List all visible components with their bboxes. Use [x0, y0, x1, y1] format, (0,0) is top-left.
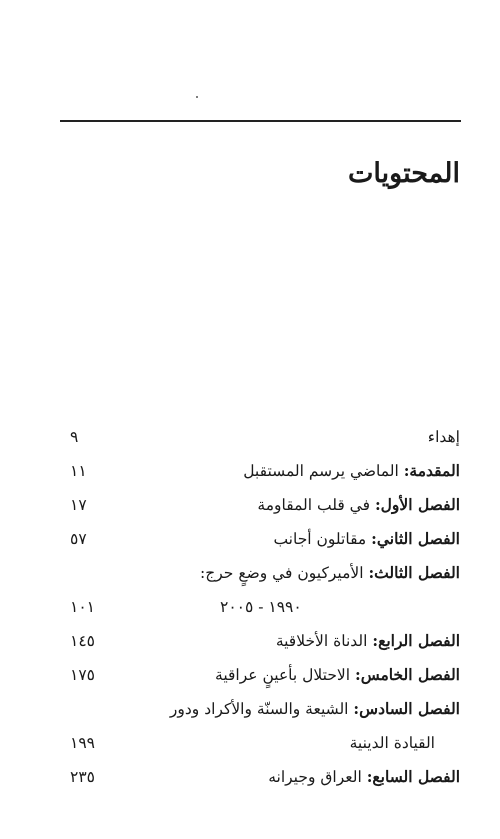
toc-entry-title: العراق وجيرانه	[268, 768, 367, 786]
toc-entry-text	[276, 624, 460, 658]
toc-entry-label: الفصل السادس:	[353, 699, 460, 718]
toc-page-number: ٩	[70, 428, 79, 446]
toc-page-number: ١٧	[70, 496, 87, 514]
toc-entry-label: الفصل الثاني:	[371, 529, 460, 548]
page-title: المحتويات	[347, 158, 460, 189]
toc-row-chapter-2	[70, 522, 460, 556]
toc-entry-text	[200, 556, 460, 590]
toc-entry-title: الماضي يرسم المستقبل	[243, 462, 404, 480]
toc-entry-label: الفصل الرابع:	[372, 631, 460, 650]
toc-entry-title: الشيعة والسنّة والأكراد ودور	[169, 700, 354, 718]
toc-entry-text	[350, 726, 435, 760]
toc-entry-text	[215, 658, 460, 692]
toc-row-dedication	[70, 420, 460, 454]
toc-entry-title: مقاتلون أجانب	[273, 530, 372, 548]
toc-row-chapter-3-continued	[70, 590, 460, 624]
toc-entry-title: الأميركيون في وضعٍ حرج:	[200, 564, 369, 582]
toc-page-number: ١٠١	[70, 598, 95, 616]
toc-page-number: ١١	[70, 462, 87, 480]
toc-entry-text	[220, 590, 302, 624]
toc-row-chapter-5	[70, 658, 460, 692]
toc-entry-title: في قلب المقاومة	[257, 496, 375, 514]
toc-row-chapter-1	[70, 488, 460, 522]
toc-page-number: ٥٧	[70, 530, 87, 548]
toc-page-number: ١٧٥	[70, 666, 95, 684]
toc-entry-text	[428, 420, 460, 454]
toc-entry-label: الفصل الخامس:	[355, 665, 460, 684]
toc-entry-title: القيادة الدينية	[349, 734, 435, 752]
top-rule-divider	[60, 120, 461, 122]
toc-entry-label: المقدمة:	[403, 461, 460, 480]
toc-entry-label: الفصل السابع:	[366, 767, 460, 786]
table-of-contents	[70, 420, 460, 794]
toc-entry-label: الفصل الثالث:	[368, 563, 460, 582]
ink-speck	[196, 96, 198, 98]
toc-entry-title: الدناة الأخلاقية	[275, 632, 373, 650]
toc-row-introduction	[70, 454, 460, 488]
toc-entry-text	[257, 488, 460, 522]
toc-entry-title: إهداء	[427, 428, 460, 446]
toc-entry-text	[243, 454, 460, 488]
toc-entry-text	[273, 522, 460, 556]
toc-page-number: ١٩٩	[70, 734, 95, 752]
toc-entry-title: ١٩٩٠ - ٢٠٠٥	[220, 598, 302, 616]
toc-page-number: ١٤٥	[70, 632, 95, 650]
toc-row-chapter-7	[70, 760, 460, 794]
toc-page-number: ٢٣٥	[70, 768, 95, 786]
toc-entry-text	[268, 760, 460, 794]
toc-entry-text	[170, 692, 460, 726]
toc-row-chapter-6-continued	[70, 726, 460, 760]
toc-row-chapter-4	[70, 624, 460, 658]
toc-entry-label: الفصل الأول:	[374, 495, 460, 514]
toc-entry-title: الاحتلال بأعينٍ عراقية	[215, 666, 355, 684]
toc-row-chapter-3	[70, 556, 460, 590]
toc-row-chapter-6	[70, 692, 460, 726]
